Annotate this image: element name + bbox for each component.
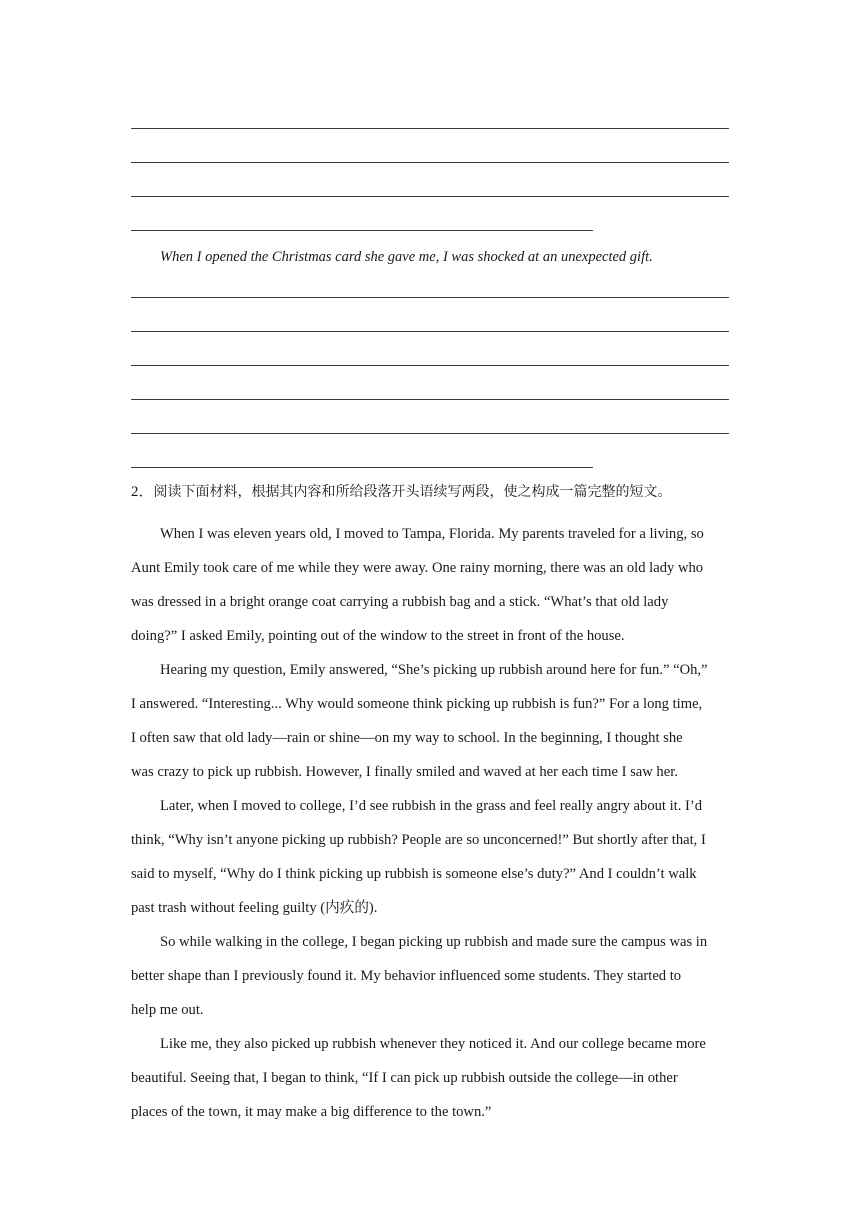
writing-line	[131, 128, 729, 129]
passage-line: Later, when I moved to college, I’d see rubbish in the grass and feel really angry about it. I’d	[160, 798, 703, 814]
writing-line	[131, 365, 729, 366]
passage-line: Hearing my question, Emily answered, “She’s picking up rubbish around here for fun.” “Oh,”	[160, 662, 708, 678]
writing-line	[131, 297, 729, 298]
question-instruction: 阅读下面材料，根据其内容和所给段落开头语续写两段，使之构成一篇完整的短文。	[153, 484, 672, 500]
passage-line: places of the town, it may make a big difference to the town.”	[131, 1104, 492, 1120]
passage-line: When I was eleven years old, I moved to Tampa, Florida. My parents traveled for a living, so	[160, 526, 704, 542]
writing-line	[131, 162, 729, 163]
passage-line: beautiful. Seeing that, I began to think, “If I can pick up rubbish outside the college—in other	[131, 1070, 678, 1086]
passage-line: think, “Why isn’t anyone picking up rubbish? People are so unconcerned!” But shortly after that, I	[131, 832, 706, 848]
passage-paragraph	[131, 1027, 735, 1129]
passage-paragraph	[131, 925, 735, 1027]
writing-line	[131, 399, 729, 400]
passage-line: was crazy to pick up rubbish. However, I finally smiled and waved at her each time I saw her.	[131, 764, 678, 780]
writing-line	[131, 331, 729, 332]
passage-line: was dressed in a bright orange coat carrying a rubbish bag and a stick. “What’s that old lady	[131, 594, 669, 610]
reading-passage	[131, 517, 735, 1129]
passage-line: doing?” I asked Emily, pointing out of the window to the street in front of the house.	[131, 628, 625, 644]
writing-line	[131, 196, 729, 197]
writing-line	[131, 467, 593, 468]
passage-line: I answered. “Interesting... Why would someone think picking up rubbish is fun?” For a long time,	[131, 696, 703, 712]
passage-line: said to myself, “Why do I think picking up rubbish is someone else’s duty?” And I couldn’t walk	[131, 866, 697, 882]
writing-line	[131, 433, 729, 434]
passage-line: help me out.	[131, 1002, 204, 1018]
passage-paragraph	[131, 653, 735, 789]
passage-line: better shape than I previously found it. My behavior influenced some students. They started to	[131, 968, 682, 984]
passage-paragraph	[131, 517, 735, 653]
passage-line: So while walking in the college, I began picking up rubbish and made sure the campus was in	[160, 934, 708, 950]
passage-line: I often saw that old lady—rain or shine—on my way to school. In the beginning, I thought she	[131, 730, 683, 746]
question-heading	[131, 482, 672, 502]
passage-line: Like me, they also picked up rubbish whenever they noticed it. And our college became more	[160, 1036, 706, 1052]
passage-line: Aunt Emily took care of me while they were away. One rainy morning, there was an old lady who	[131, 560, 704, 576]
paragraph-opening-sentence: When I opened the Christmas card she gave me, I was shocked at an unexpected gift.	[160, 249, 653, 265]
question-number: 2．	[131, 484, 154, 500]
passage-paragraph	[131, 789, 735, 925]
passage-line: past trash without feeling guilty (内疚的).	[131, 900, 378, 916]
writing-line	[131, 230, 593, 231]
